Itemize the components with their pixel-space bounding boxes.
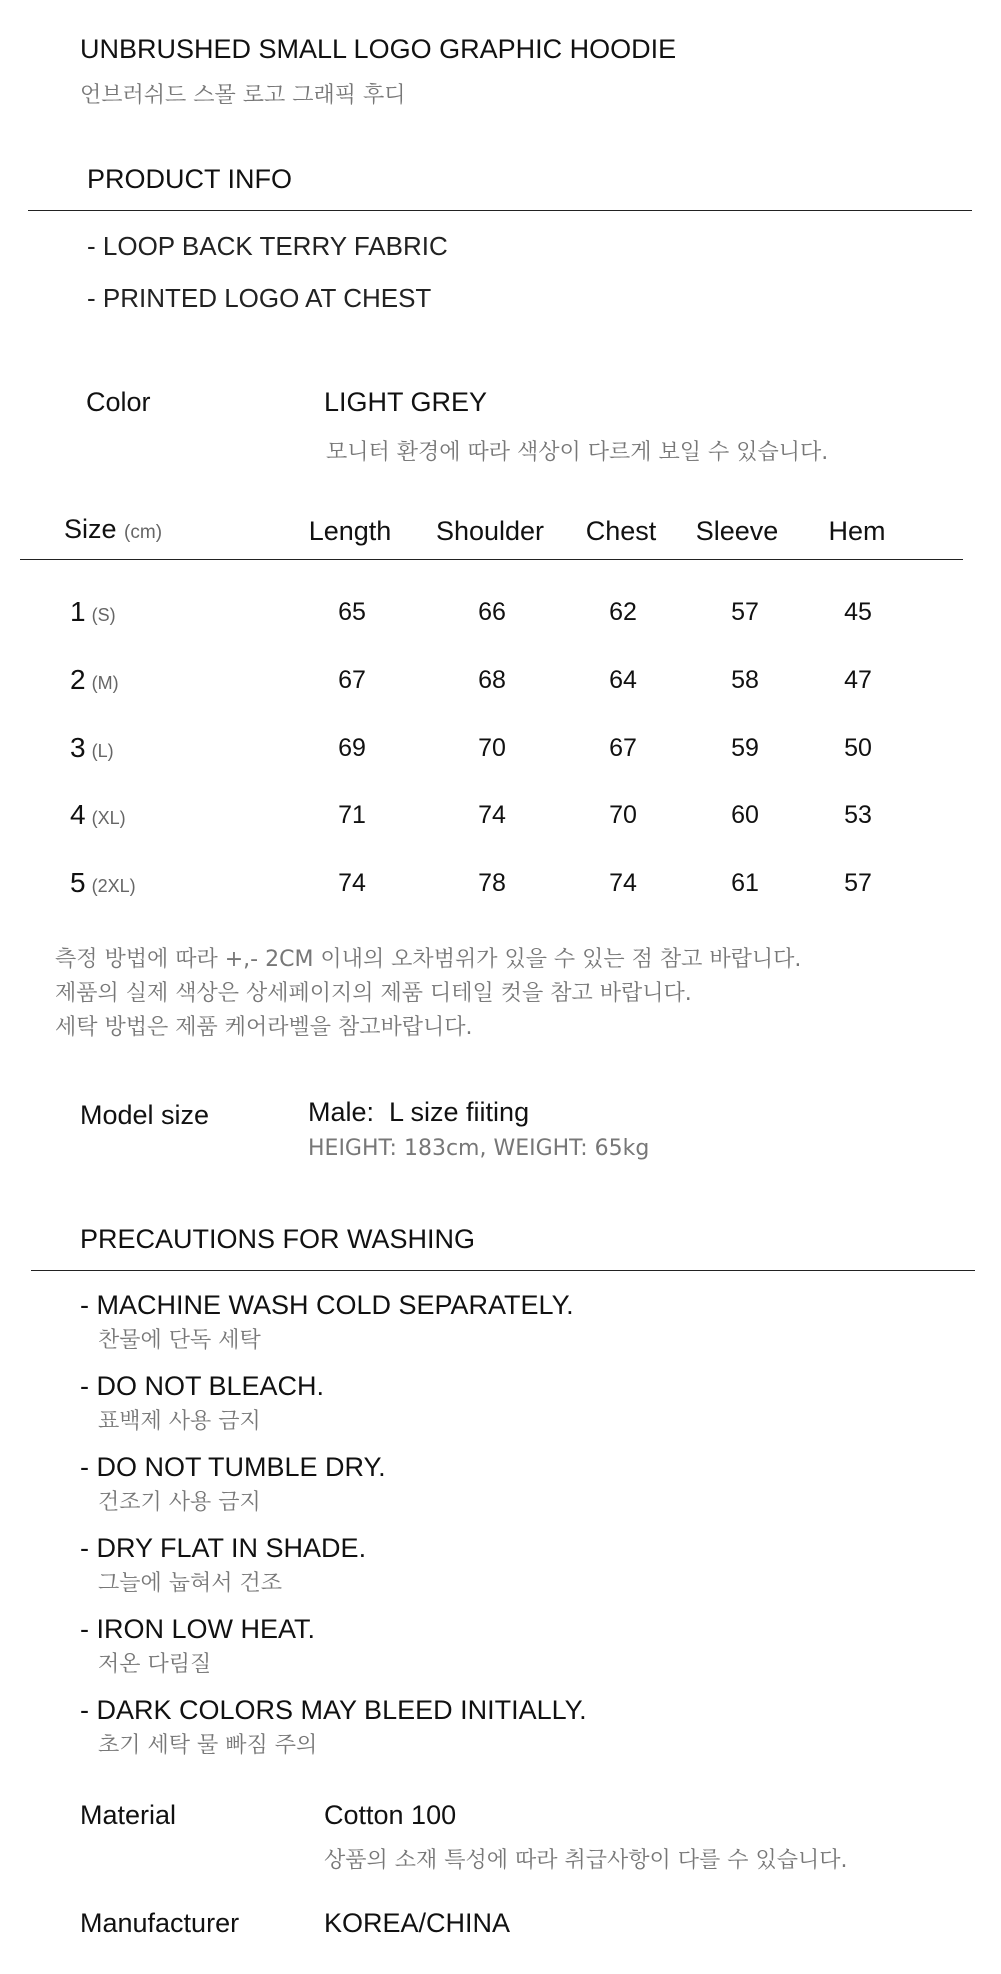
size-label: Size	[64, 514, 117, 544]
size-code: (XL)	[91, 808, 126, 828]
size-number: 4	[70, 799, 86, 830]
product-title: UNBRUSHED SMALL LOGO GRAPHIC HOODIE	[80, 34, 677, 64]
size-code: (S)	[91, 605, 116, 625]
size-cell: 64	[609, 666, 637, 694]
washing-instruction-korean: 그늘에 눕혀서 건조	[98, 1571, 283, 1596]
size-cell: 62	[609, 598, 637, 626]
model-size-label: Model size	[80, 1100, 210, 1130]
size-cell: 70	[609, 801, 637, 829]
washing-instruction: - IRON LOW HEAT.	[80, 1614, 316, 1644]
washing-divider	[31, 1270, 975, 1271]
size-cell: 70	[478, 734, 506, 762]
size-cell: 71	[338, 801, 366, 829]
size-cell: 59	[731, 734, 759, 762]
size-code: (2XL)	[91, 876, 136, 896]
washing-instruction-korean: 찬물에 단독 세탁	[98, 1328, 261, 1353]
size-row-label	[70, 799, 126, 831]
size-cell: 74	[478, 801, 506, 829]
size-row-label	[70, 596, 116, 628]
size-note: 측정 방법에 따라 +,- 2CM 이내의 오차범위가 있을 수 있는 점 참고 바랍니다.	[55, 947, 802, 972]
size-row-label	[70, 867, 136, 899]
column-header-shoulder: Shoulder	[435, 516, 545, 546]
column-header-sleeve: Sleeve	[695, 516, 779, 546]
size-table-divider	[20, 559, 963, 560]
size-cell: 74	[338, 869, 366, 897]
washing-heading: PRECAUTIONS FOR WASHING	[80, 1224, 476, 1254]
size-number: 2	[70, 664, 86, 695]
size-row-label	[70, 732, 114, 764]
material-label: Material	[80, 1800, 177, 1830]
size-cell: 50	[844, 734, 872, 762]
material-note: 상품의 소재 특성에 따라 취급사항이 다를 수 있습니다.	[324, 1848, 848, 1873]
size-cell: 57	[844, 869, 872, 897]
product-info-divider	[28, 210, 972, 211]
material-value: Cotton 100	[324, 1800, 457, 1830]
size-cell: 69	[338, 734, 366, 762]
washing-instruction-korean: 초기 세탁 물 빠짐 주의	[98, 1733, 318, 1758]
size-cell: 68	[478, 666, 506, 694]
color-label: Color	[86, 387, 151, 417]
product-info-heading: PRODUCT INFO	[87, 164, 293, 194]
washing-instruction-korean: 저온 다림질	[98, 1652, 212, 1677]
size-number: 5	[70, 867, 86, 898]
washing-instruction-korean: 표백제 사용 금지	[98, 1409, 261, 1434]
size-code: (M)	[91, 673, 119, 693]
size-number: 3	[70, 732, 86, 763]
washing-instruction: - MACHINE WASH COLD SEPARATELY.	[80, 1290, 574, 1320]
washing-instruction-korean: 건조기 사용 금지	[98, 1490, 261, 1515]
model-size-value: Male: L size fiiting	[308, 1097, 530, 1127]
column-header-hem: Hem	[828, 516, 886, 546]
washing-instruction: - DRY FLAT IN SHADE.	[80, 1533, 367, 1563]
washing-instruction: - DO NOT TUMBLE DRY.	[80, 1452, 386, 1482]
size-cell: 60	[731, 801, 759, 829]
washing-instruction: - DO NOT BLEACH.	[80, 1371, 325, 1401]
manufacturer-label: Manufacturer	[80, 1908, 240, 1938]
washing-instruction: - DARK COLORS MAY BLEED INITIALLY.	[80, 1695, 587, 1725]
size-cell: 58	[731, 666, 759, 694]
size-cell: 61	[731, 869, 759, 897]
size-number: 1	[70, 596, 86, 627]
size-cell: 67	[338, 666, 366, 694]
color-note: 모니터 환경에 따라 색상이 다르게 보일 수 있습니다.	[326, 440, 829, 465]
size-row-label	[70, 664, 119, 696]
size-cell: 66	[478, 598, 506, 626]
manufacturer-value: KOREA/CHINA	[324, 1908, 511, 1938]
model-measurements: HEIGHT: 183cm, WEIGHT: 65kg	[308, 1136, 650, 1161]
product-info-item: - PRINTED LOGO AT CHEST	[87, 283, 432, 313]
product-subtitle: 언브러쉬드 스몰 로고 그래픽 후디	[80, 83, 406, 108]
size-cell: 53	[844, 801, 872, 829]
column-header-length: Length	[308, 516, 392, 546]
size-cell: 74	[609, 869, 637, 897]
size-cell: 47	[844, 666, 872, 694]
size-header	[64, 514, 162, 545]
size-cell: 45	[844, 598, 872, 626]
size-note: 제품의 실제 색상은 상세페이지의 제품 디테일 컷을 참고 바랍니다.	[55, 981, 692, 1006]
size-cell: 57	[731, 598, 759, 626]
size-cell: 65	[338, 598, 366, 626]
color-value: LIGHT GREY	[324, 387, 488, 417]
product-info-item: - LOOP BACK TERRY FABRIC	[87, 231, 448, 261]
size-cell: 78	[478, 869, 506, 897]
size-cell: 67	[609, 734, 637, 762]
column-header-chest: Chest	[585, 516, 657, 546]
size-note: 세탁 방법은 제품 케어라벨을 참고바랍니다.	[55, 1015, 473, 1040]
size-unit: (cm)	[124, 522, 163, 543]
size-code: (L)	[91, 741, 114, 761]
